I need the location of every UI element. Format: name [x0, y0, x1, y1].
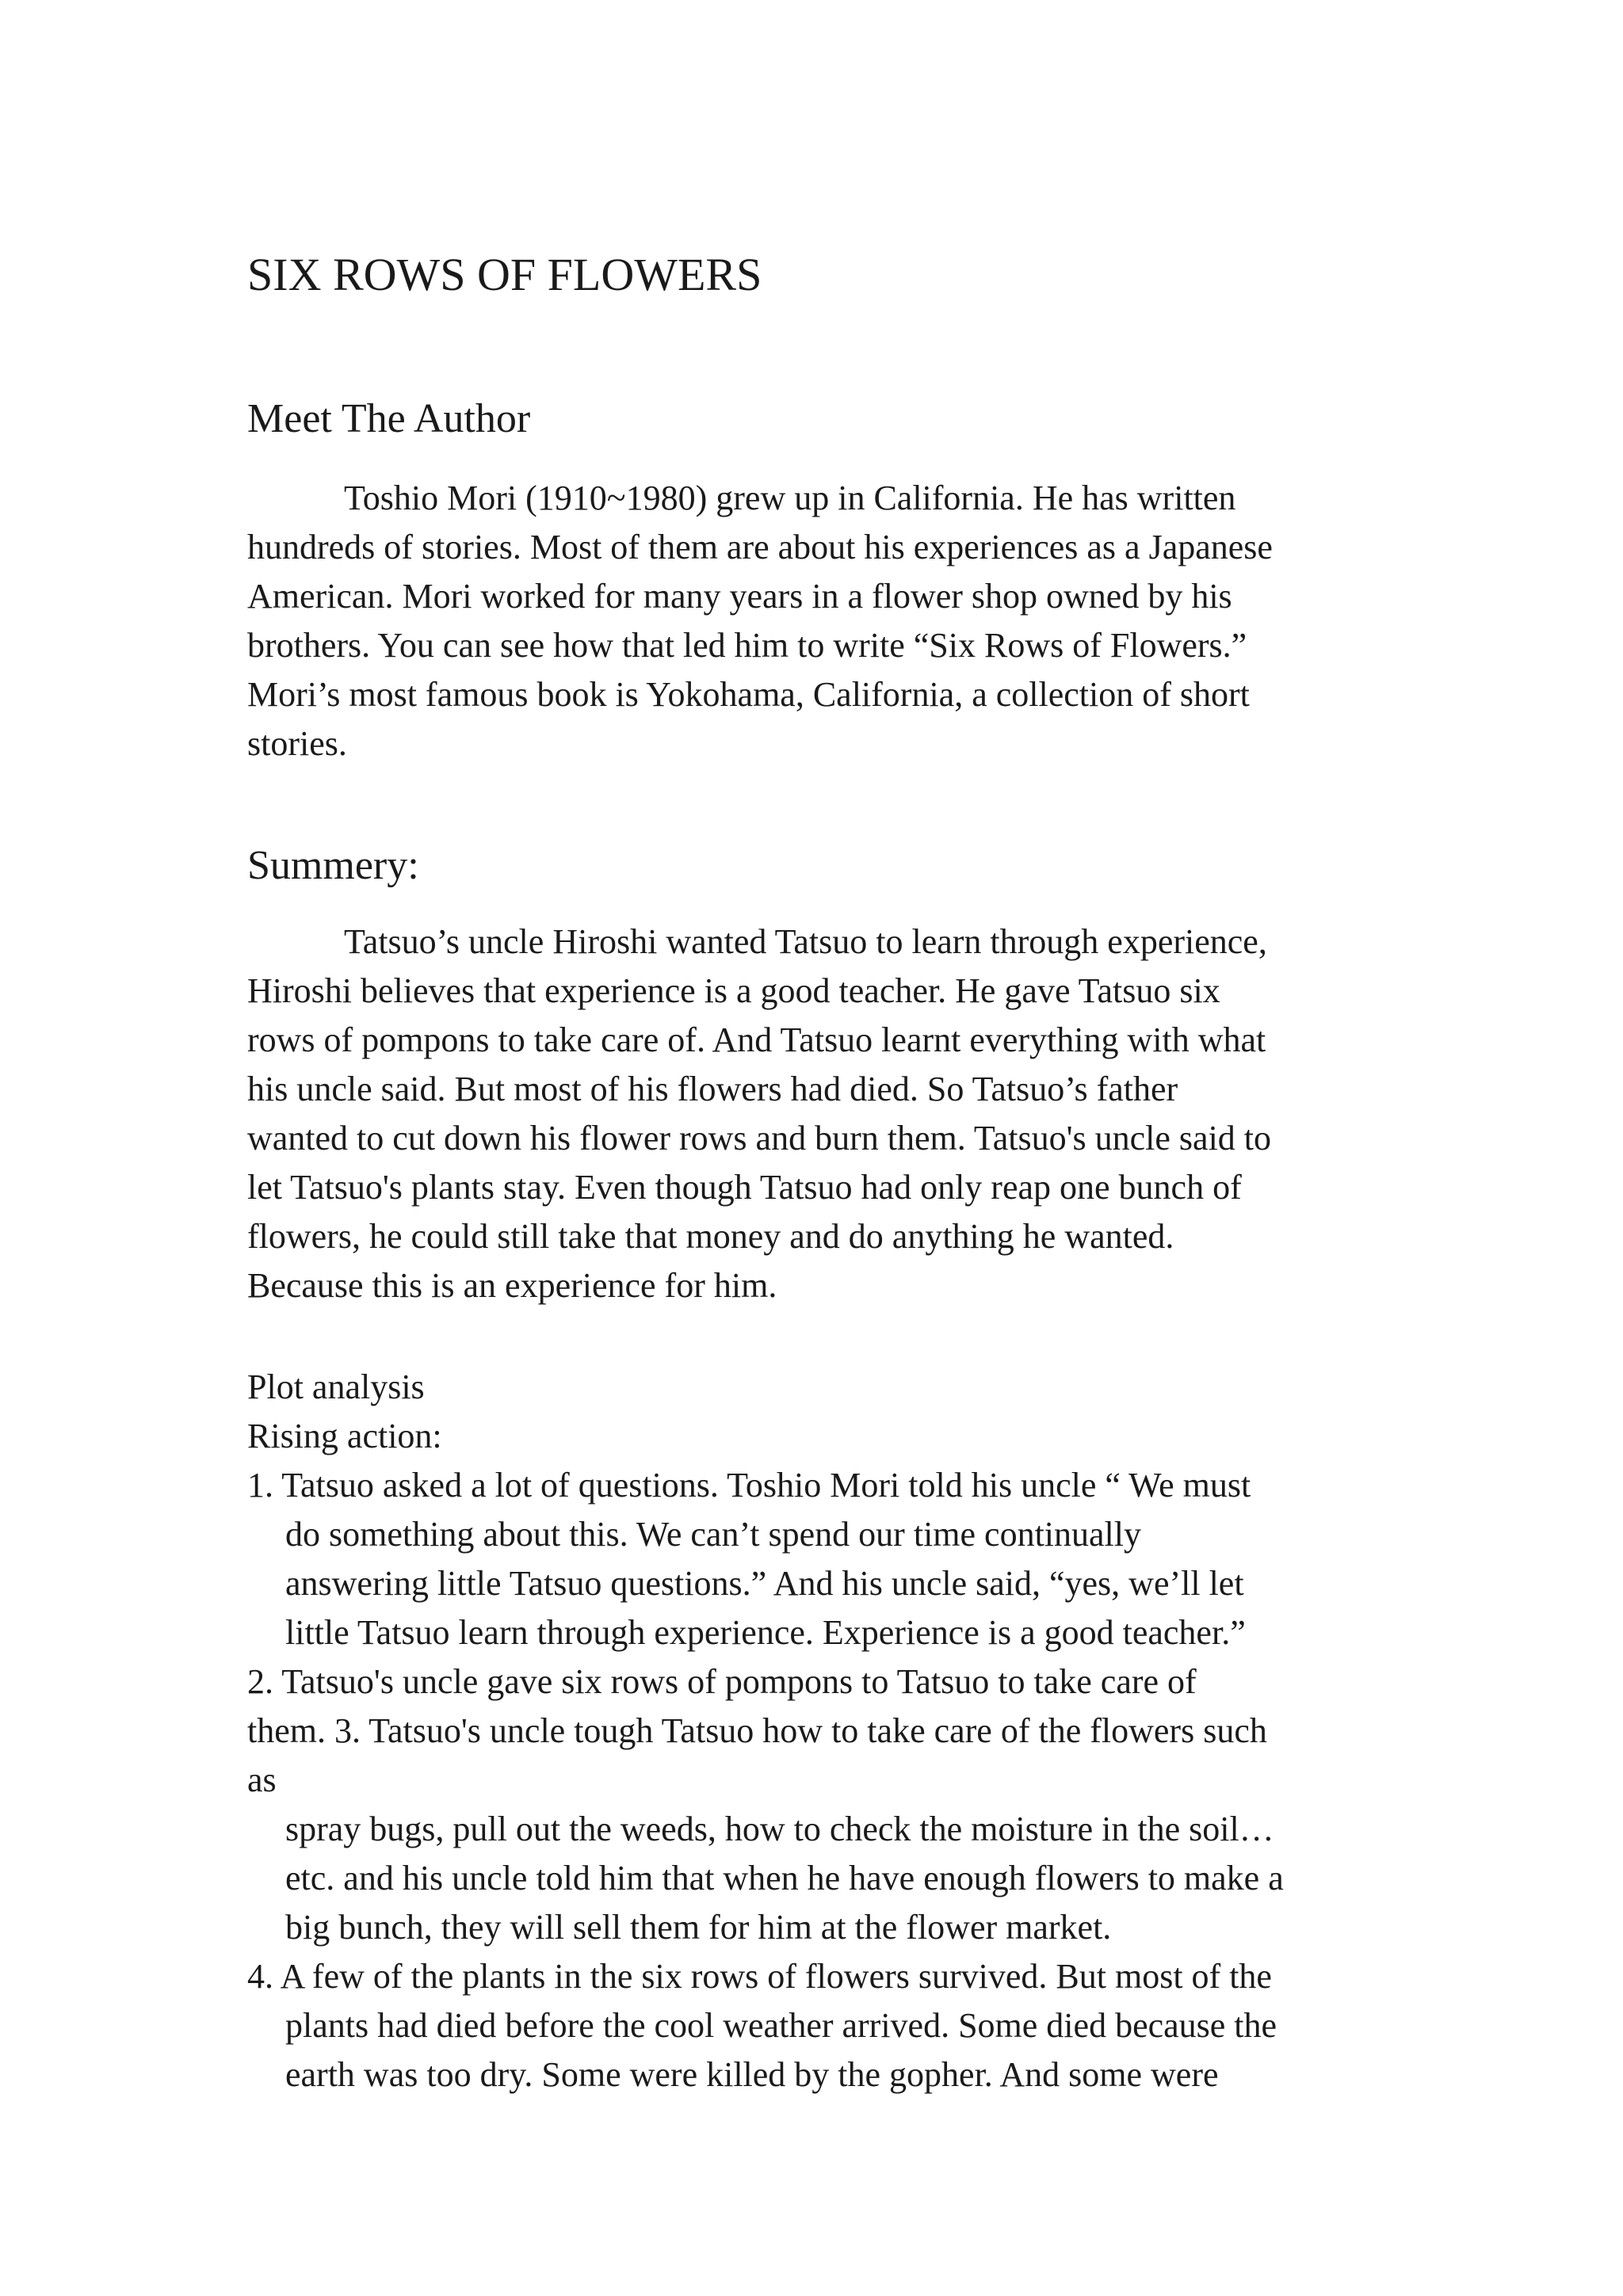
summary-heading: Summery: — [247, 843, 419, 888]
summary-paragraph-line: rows of pompons to take care of. And Tatsuo learnt everything with what — [247, 1020, 1266, 1059]
plot-list-line: 4. A few of the plants in the six rows of flowers survived. But most of the — [247, 1957, 1272, 1996]
plot-list-line: etc. and his uncle told him that when he have enough flowers to make a — [285, 1859, 1284, 1897]
summary-paragraph-line: wanted to cut down his flower rows and burn them. Tatsuo's uncle said to — [247, 1119, 1272, 1158]
author-paragraph-line: Toshio Mori (1910~1980) grew up in California. He has written — [344, 479, 1236, 517]
author-paragraph-line: Mori’s most famous book is Yokohama, California, a collection of short — [247, 675, 1250, 714]
plot-subheading: Rising action: — [247, 1417, 442, 1455]
plot-list-line: them. 3. Tatsuo's uncle tough Tatsuo how to take care of the flowers such — [247, 1711, 1267, 1750]
author-paragraph-line: American. Mori worked for many years in a flower shop owned by his — [247, 577, 1232, 616]
plot-list-line: earth was too dry. Some were killed by the gopher. And some were — [285, 2055, 1219, 2094]
plot-heading: Plot analysis — [247, 1367, 425, 1406]
plot-list-line: do something about this. We can’t spend our time continually — [285, 1515, 1141, 1554]
summary-paragraph-line: flowers, he could still take that money and do anything he wanted. — [247, 1217, 1174, 1256]
plot-list-line: 2. Tatsuo's uncle gave six rows of pompons to Tatsuo to take care of — [247, 1662, 1197, 1701]
author-paragraph-line: brothers. You can see how that led him to write “Six Rows of Flowers.” — [247, 626, 1247, 665]
plot-list-line: answering little Tatsuo questions.” And his uncle said, “yes, we’ll let — [285, 1564, 1244, 1603]
author-heading: Meet The Author — [247, 396, 531, 441]
plot-list-line: little Tatsuo learn through experience. Experience is a good teacher.” — [285, 1613, 1246, 1652]
summary-paragraph-line: Hiroshi believes that experience is a good teacher. He gave Tatsuo six — [247, 971, 1220, 1010]
plot-list-line: 1. Tatsuo asked a lot of questions. Toshio Mori told his uncle “ We must — [247, 1466, 1251, 1505]
summary-paragraph-line: his uncle said. But most of his flowers had died. So Tatsuo’s father — [247, 1070, 1178, 1108]
document-title: SIX ROWS OF FLOWERS — [247, 249, 762, 300]
plot-list-line: as — [247, 1760, 277, 1799]
summary-paragraph-line: Because this is an experience for him. — [247, 1266, 777, 1305]
author-paragraph-line: stories. — [247, 724, 347, 763]
author-paragraph-line: hundreds of stories. Most of them are about his experiences as a Japanese — [247, 528, 1273, 566]
summary-paragraph-line: Tatsuo’s uncle Hiroshi wanted Tatsuo to learn through experience, — [344, 922, 1267, 961]
plot-list-line: big bunch, they will sell them for him at the flower market. — [285, 1908, 1112, 1947]
plot-list-line: spray bugs, pull out the weeds, how to check the moisture in the soil… — [285, 1810, 1274, 1848]
plot-list-line: plants had died before the cool weather arrived. Some died because the — [285, 2006, 1277, 2045]
summary-paragraph-line: let Tatsuo's plants stay. Even though Tatsuo had only reap one bunch of — [247, 1168, 1242, 1207]
